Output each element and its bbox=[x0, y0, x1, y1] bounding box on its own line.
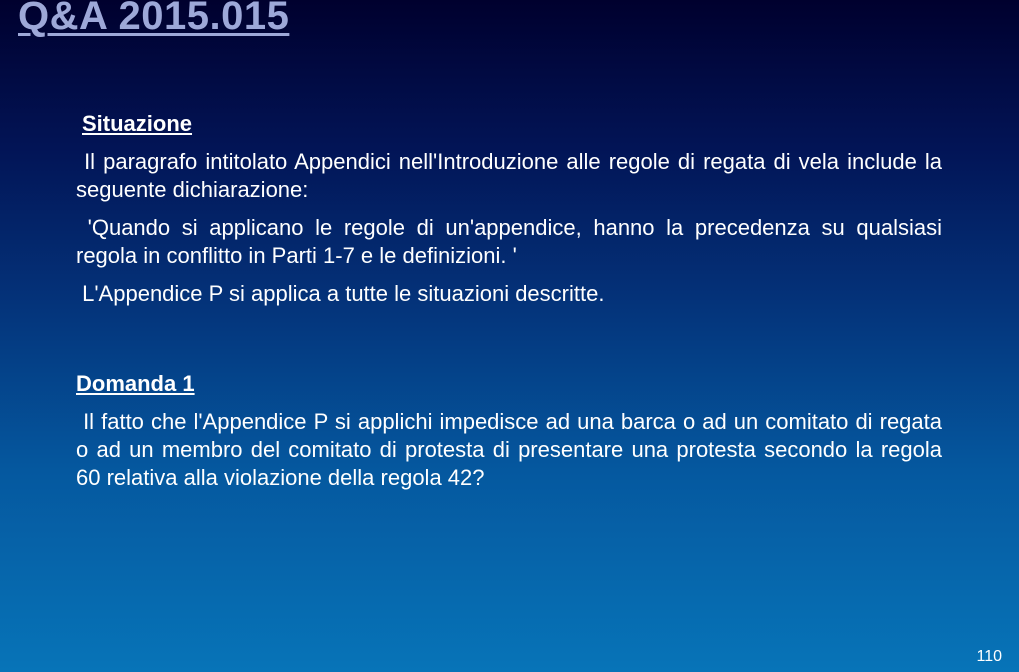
situation-paragraph-2: 'Quando si applicano le regole di un'appendice, hanno la precedenza su qualsiasi regola in conflitto in Parti 1-7 e le definizioni. ' bbox=[76, 215, 949, 268]
question-1-heading: Domanda 1 bbox=[76, 371, 195, 396]
situation-heading: Situazione bbox=[82, 111, 193, 136]
situation-paragraph-3: L'Appendice P si applica a tutte le situazioni descritte. bbox=[76, 281, 605, 306]
page-number: 110 bbox=[976, 648, 1002, 665]
slide-title: Q&A 2015.015 bbox=[18, 0, 290, 38]
situation-paragraph-1: Il paragrafo intitolato Appendici nell'Introduzione alle regole di regata di vela include la seguente dichiarazione: bbox=[76, 149, 949, 202]
slide-content bbox=[76, 110, 949, 492]
question-1-paragraph: Il fatto che l'Appendice P si applichi impedisce ad una barca o ad un comitato di regata o ad un membro del comitato di protesta di presentare una protesta secondo la regola 60 relativa alla violazione della regola 42? bbox=[76, 409, 949, 490]
